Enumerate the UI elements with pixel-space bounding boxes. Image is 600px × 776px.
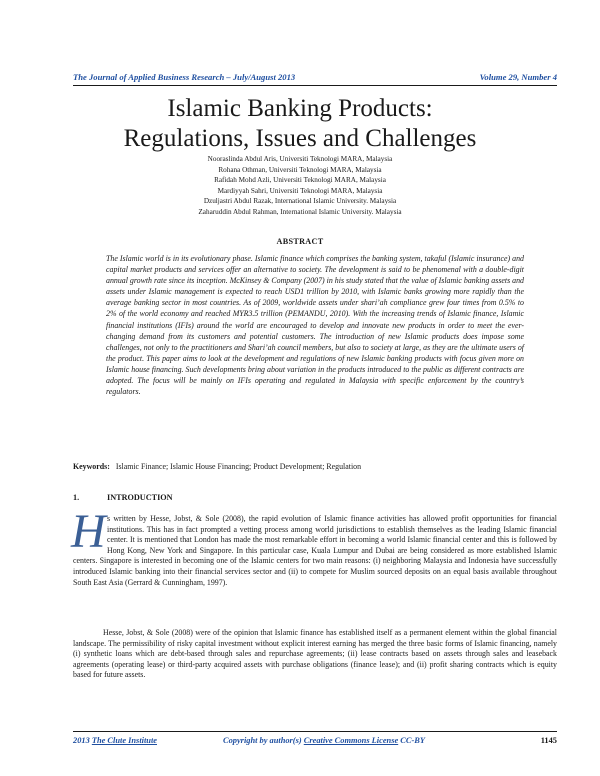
drop-cap: H xyxy=(71,505,106,558)
author-list xyxy=(60,154,540,217)
journal-title: The Journal of Applied Business Research – July/August 2013 xyxy=(73,72,296,82)
paragraph-text: s written by Hesse, Jobst, & Sole (2008), the rapid evolution of Islamic finance activities has allowed profit opportunities for financial institutions. This has in fact prompted a vetting process among world jurisdictions to establish themselves as the leading Islamic financial center. It is mentioned that London has made the most remarkable effort in becoming a world Islamic financial center and this is followed by Hong Kong, New York and Singapore. In this particular case, Kuala Lumpur and Dubai are being considered as more established Islamic centers. Singapore is interested in becoming one of the Islamic centers for two main reasons: (i) neighboring Malaysia and Indonesia have successfully introduced Islamic banking into their financial services sector and (ii) to compete for Muslim sourced deposits on an equal basis available throughout South East Asia (Gerrard & Cunningham, 1997). xyxy=(73,514,557,587)
license-link[interactable]: Creative Commons License xyxy=(303,736,399,745)
author-line: Zaharuddin Abdul Rahman, International Islamic University. Malaysia xyxy=(198,207,402,216)
footer-publisher xyxy=(73,736,157,745)
footer-copyright xyxy=(223,736,425,745)
page-footer xyxy=(73,736,557,750)
abstract-text: The Islamic world is in its evolutionary phase. Islamic finance which comprises the banking system, takaful (Islamic insurance) and capital market products and services offer an alternative to society. The development is said to be phenomenal with a double-digit annual growth rate since its inception. McKinsey & Company (2007) in his study stated that the value of Islamic banking assets and assets under Islamic management is expected to reach USD1 trillion by 2010, with Islamic banks growing more rapidly than the average banking sector in most countries. As of 2009, worldwide assets under shari’ah compliance grew four times from 0.5% to 2% of the world economy and reached MYR3.5 trillion (PEMANDU, 2010). With the increasing trends of Islamic finance, Islamic financial institutions (IFIs) around the world are encouraged to develop and innovate new products in order to meet the ever-changing demand from its customers and potential customers. The introduction of new Islamic products does impose some challenges, not only to the practitioners and Shari’ah council members, but also to society at large, as they are the ultimate users of the product. This paper aims to look at the development and regulations of new Islamic banking products with focus given more on Islamic house financing. Such developments bring about variation in the products introduced to the public as different contracts are adopted. The focus will be mainly on IFIs operating and regulated in Malaysia with specific enforcement by the country’s regulators. xyxy=(106,254,524,397)
header-rule xyxy=(73,85,557,86)
volume-number: Volume 29, Number 4 xyxy=(479,72,557,82)
footer-year: 2013 xyxy=(73,736,90,745)
author-line: Rohana Othman, Universiti Teknologi MARA, Malaysia xyxy=(218,165,382,174)
footer-rule xyxy=(73,731,557,732)
keywords-text: Islamic Finance; Islamic House Financing; Product Development; Regulation xyxy=(115,462,362,471)
page-number: 1145 xyxy=(540,736,557,745)
intro-paragraph-1 xyxy=(71,505,557,588)
title-line-2: Regulations, Issues and Challenges xyxy=(123,125,477,152)
paper-title xyxy=(60,94,540,154)
license-suffix: CC-BY xyxy=(400,736,425,745)
keywords xyxy=(73,462,557,471)
author-line: Nooraslinda Abdul Aris, Universiti Teknologi MARA, Malaysia xyxy=(207,155,393,163)
abstract-heading: ABSTRACT xyxy=(276,237,324,246)
keywords-label: Keywords: xyxy=(73,462,110,471)
copyright-prefix: Copyright by author(s) xyxy=(223,736,302,745)
author-line: Dzuljastri Abdul Razak, International Islamic University. Malaysia xyxy=(203,197,397,205)
running-header xyxy=(73,72,557,86)
intro-paragraph-2: Hesse, Jobst, & Sole (2008) were of the opinion that Islamic finance has established itself as a permanent element within the global financial landscape. The permissibility of risky capital investment without explicit interest earning has merged the three basic forms of Islamic financing, namely (i) synthetic loans which are debt-based through sales and repurchase agreements; (ii) lease contracts based on assets through sales and leaseback agreements (operating lease) or third-party acquired assets with purchase obligations (finance lease); and (ii) profit sharing contracts which is equity based for future assets. xyxy=(73,628,557,680)
author-line: Mardiyyah Sahri, Universiti Teknologi MARA, Malaysia xyxy=(217,186,383,195)
title-line-1: Islamic Banking Products: xyxy=(167,95,433,122)
author-line: Rafidah Mohd Azli, Universiti Teknologi MARA, Malaysia xyxy=(214,176,386,184)
section-number: 1. xyxy=(73,493,80,502)
section-title: INTRODUCTION xyxy=(107,493,173,502)
section-heading xyxy=(73,493,173,502)
publisher-link[interactable]: The Clute Institute xyxy=(91,736,157,745)
